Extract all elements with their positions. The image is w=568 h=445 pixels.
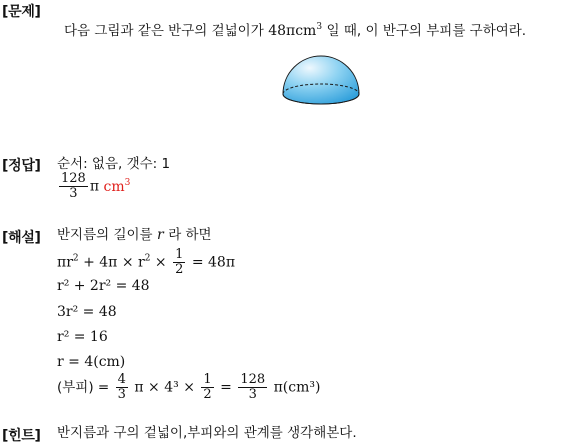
solution-line-5: r = 4(cm) [57, 354, 126, 370]
solution-intro: 반지름의 길이를 r 라 하면 [57, 227, 212, 243]
question-label: [문제] [2, 4, 41, 20]
solution-label: [해설] [2, 230, 41, 246]
area-value: 48πcm$^3$ [268, 22, 323, 39]
solution-line-3: 3r² = 48 [57, 304, 117, 320]
solution-line-1: $\pi r^2 + 4\pi \times r^2$ × $\frac{1}{2}$ = 48π [57, 247, 236, 277]
answer-label: [정답] [2, 158, 41, 174]
hint-text: 반지름과 구의 겉넓이,부피와의 관계를 생각해본다. [57, 425, 357, 441]
solution-line-6: (부피) = $\frac{4}{3}$ π × 4³ × $\frac{1}{2}$ = $\frac{128}{3}$ π(cm³) [57, 372, 321, 402]
answer-value: $\frac{128}{3}$ π $cm^3$ [61, 171, 131, 201]
answer-meta: 순서: 없음, 갯수: 1 [57, 156, 171, 172]
answer-unit: $cm^3$ [103, 177, 131, 195]
answer-fraction: $\frac{128}{3}$ [61, 171, 86, 201]
solution-line-2: r² + 2r² = 48 [57, 278, 150, 294]
solution-line-4: r² = 16 [57, 329, 108, 345]
hemisphere-figure [278, 54, 364, 110]
question-text: 다음 그림과 같은 반구의 겉넓이가 48πcm$^3$ 일 때, 이 반구의 부피를 구하여라. [64, 22, 527, 39]
hint-label: [힌트] [2, 428, 41, 444]
hemisphere-dome [283, 56, 359, 104]
